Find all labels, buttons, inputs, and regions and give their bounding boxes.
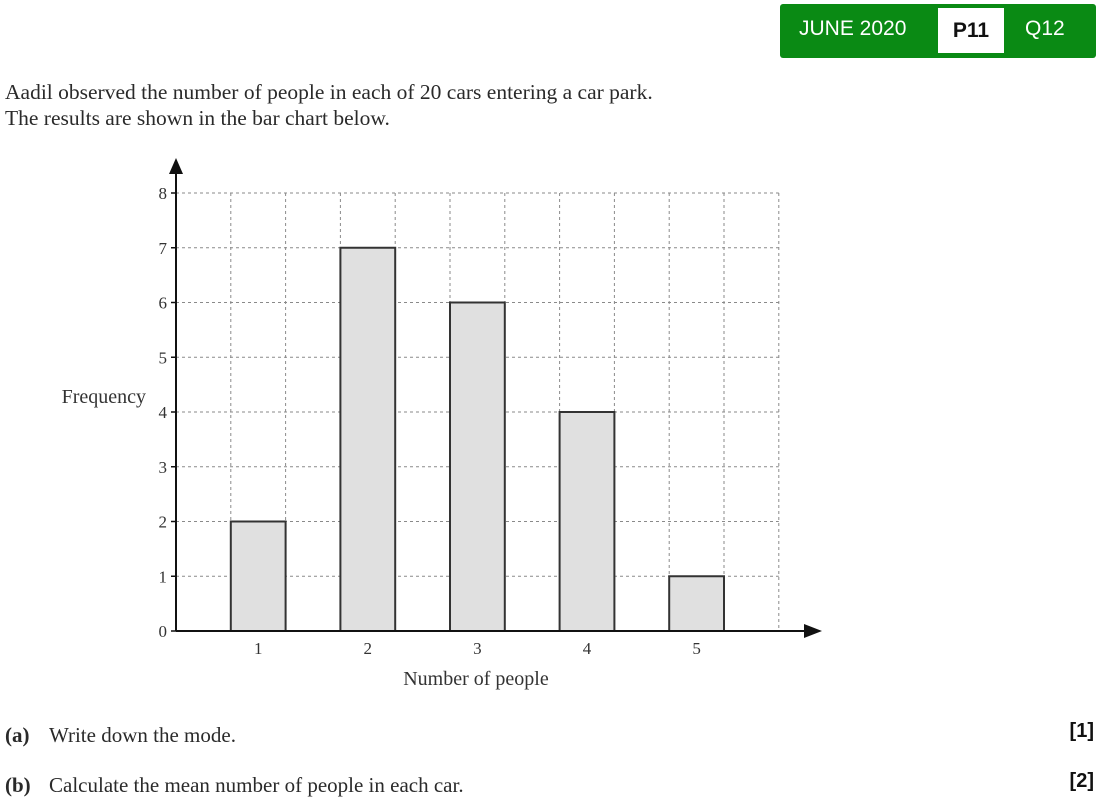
part-b-text: Calculate the mean number of people in each car. (49, 773, 464, 797)
y-tick-label: 7 (158, 238, 167, 258)
part-b-label: (b) (5, 773, 31, 797)
x-axis-arrow (804, 624, 822, 638)
x-axis-label: Number of people (403, 668, 549, 690)
chart-bars (231, 248, 724, 631)
paper-number-label: P11 (938, 8, 1004, 53)
question-part-b (5, 773, 464, 798)
part-a-text: Write down the mode. (49, 723, 236, 747)
y-axis-arrow (169, 158, 183, 174)
y-tick-label: 2 (158, 512, 167, 532)
bar-2 (340, 248, 395, 631)
bar-4 (560, 412, 615, 631)
bar-1 (231, 522, 286, 632)
intro-line-2: The results are shown in the bar chart below. (5, 106, 390, 130)
intro-line-1: Aadil observed the number of people in each of 20 cars entering a car park. (5, 80, 653, 104)
y-tick-label: 3 (158, 457, 167, 477)
y-tick-label: 1 (158, 567, 167, 587)
question-number-label: Q12 (1025, 17, 1065, 40)
x-tick-label: 3 (473, 639, 482, 658)
part-b-marks: [2] (1069, 770, 1094, 792)
y-axis-label: Frequency (61, 386, 146, 408)
y-tick-label: 8 (158, 184, 167, 203)
x-tick-label: 4 (582, 639, 592, 658)
bar-5 (669, 576, 724, 631)
y-axis-ticks (159, 184, 177, 641)
x-tick-label: 5 (692, 639, 701, 658)
y-tick-label: 0 (158, 622, 167, 641)
y-tick-label: 4 (158, 403, 167, 422)
x-tick-label: 2 (363, 639, 373, 658)
question-part-a (5, 723, 236, 748)
x-axis-ticks (254, 639, 701, 658)
part-a-marks: [1] (1069, 720, 1094, 742)
exam-date-label: JUNE 2020 (799, 17, 907, 40)
y-tick-label: 6 (158, 293, 167, 313)
x-tick-label: 1 (253, 639, 263, 658)
bar-3 (450, 303, 505, 632)
part-a-label: (a) (5, 723, 30, 747)
y-tick-label: 5 (158, 348, 167, 368)
